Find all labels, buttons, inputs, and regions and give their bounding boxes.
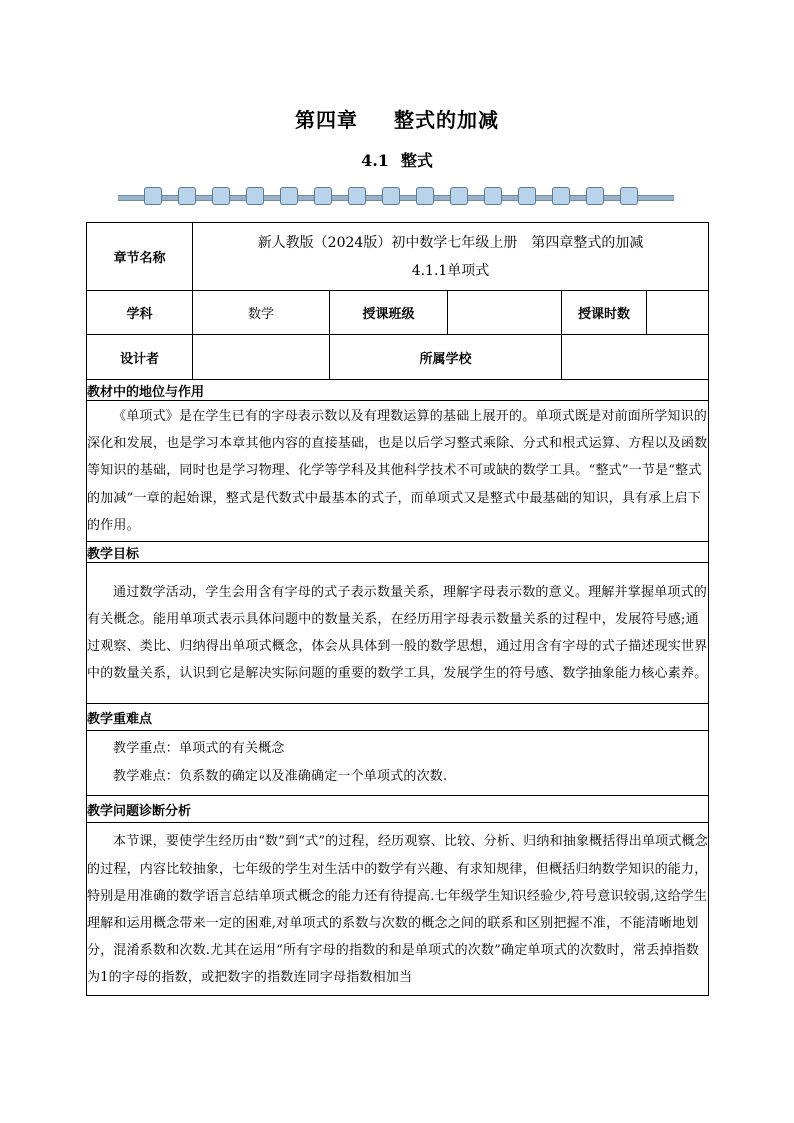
divider-bead [620,187,638,205]
position-body [87,401,709,542]
keypoints-heading-row [87,704,709,731]
divider-bead [450,187,468,205]
goals-heading: 教学目标 [87,542,709,563]
chapter-value-line1: 新人教版（2024版）初中数学七年级上册 第四章整式的加减 [257,234,644,251]
divider-bead [280,187,298,205]
diagnosis-heading: 教学问题诊断分析 [87,796,709,823]
hours-label: 授课时数 [562,291,647,335]
hours-value [647,291,709,335]
divider-bead [586,187,604,205]
page-title [0,104,794,133]
divider-bead [178,187,196,205]
goals-body-row [87,563,709,704]
keypoint-difficulty: 教学难点：负系数的确定以及准确确定一个单项式的次数. [113,769,448,784]
school-value [562,335,709,380]
position-heading-row [87,380,709,401]
position-text: 《单项式》是在学生已有的字母表示数以及有理数运算的基础上展开的。单项式既是对前面所学知识的深化和发展，也是学习本章其他内容的直接基础，也是以后学习整式乘除、分式和根式运算、方程以及函数等知识的基础，同时也是学习物理、化学等学科及其他科学技术不可或缺的数学工具。“整式”一节是“整式的加减”一章的起始课，整式是代数式中最基本的式子，而单项式又是整式中最基础的知识，具有承上启下的作用。 [87,408,708,533]
keypoint-focus: 教学重点：单项式的有关概念 [113,741,285,756]
class-label: 授课班级 [330,291,448,335]
position-heading: 教材中的地位与作用 [87,380,709,401]
divider-bead [144,187,162,205]
goals-heading-row [87,542,709,563]
section-number: 4.1 [361,151,389,170]
lesson-plan-table [86,222,709,996]
designer-label: 设计者 [87,335,193,380]
class-value [448,291,562,335]
chapter-number: 第四章 [295,108,358,132]
divider-bead [552,187,570,205]
decorative-bead-divider [118,187,674,209]
section-name: 整式 [400,151,433,170]
divider-bead [246,187,264,205]
divider-bead [212,187,230,205]
chapter-value-line2: 4.1.1单项式 [411,262,490,279]
divider-bead [416,187,434,205]
designer-value [193,335,330,380]
chapter-row [87,223,709,291]
chapter-name: 整式的加减 [394,108,499,132]
keypoints-body [87,731,709,796]
school-label: 所属学校 [330,335,562,380]
keypoints-body-row [87,731,709,796]
diagnosis-body-row [87,823,709,996]
section-title [0,148,794,171]
divider-bead [484,187,502,205]
position-body-row [87,401,709,542]
subject-value: 数学 [193,291,330,335]
goals-text: 通过数学活动，学生会用含有字母的式子表示数量关系，理解字母表示数的意义。理解并掌握单项式的有关概念。能用单项式表示具体问题中的数量关系，在经历用字母表示数量关系的过程中，发展符号感;通过观察、类比、归纳得出单项式概念，体会从具体到一般的数学思想，通过用含有字母的式子描述现实世界中的数量关系，认识到它是解决实际问题的重要的数学工具，发展学生的符号感、数学抽象能力核心素养。 [87,584,708,682]
diagnosis-heading-row [87,796,709,823]
chapter-label: 章节名称 [87,223,193,291]
divider-bead [348,187,366,205]
subject-row [87,291,709,335]
diagnosis-body [87,823,709,996]
chapter-value [193,223,709,291]
designer-row [87,335,709,380]
goals-body [87,563,709,704]
subject-label: 学科 [87,291,193,335]
keypoints-heading: 教学重难点 [87,704,709,731]
divider-bead [382,187,400,205]
diagnosis-text: 本节课，要使学生经历由“数”到“式”的过程，经历观察、比较、分析、归纳和抽象概括得出单项式概念的过程，内容比较抽象，七年级的学生对生活中的数学有兴趣、有求知规律，但概括归纳数学知识的能力，特别是用准确的数学语言总结单项式概念的能力还有待提高.七年级学生知识经验少,符号意识较弱,这给学生理解和运用概念带来一定的困难,对单项式的系数与次数的概念之间的联系和区别把握不准，不能清晰地划分，混淆系数和次数.尤其在运用“所有字母的指数的和是单项式的次数”确定单项式的次数时，常丢掉指数为1的字母的指数，或把数字的指数连同字母指数相加当 [87,834,708,986]
divider-bead [518,187,536,205]
divider-bead [314,187,332,205]
